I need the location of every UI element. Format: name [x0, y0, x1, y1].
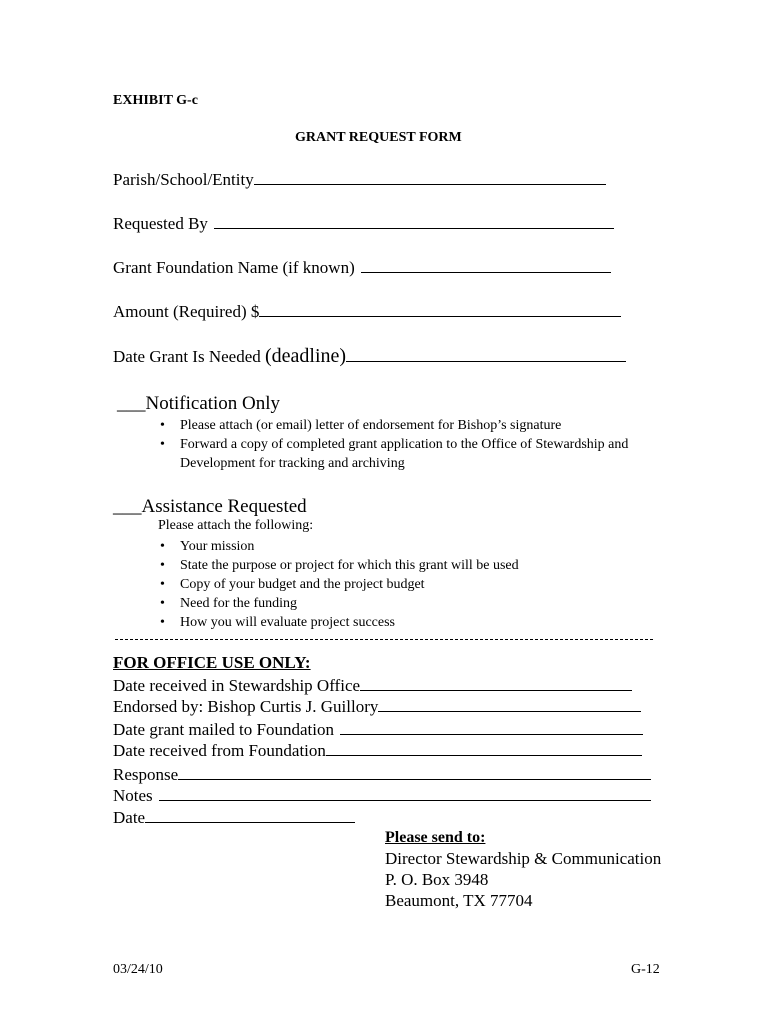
list-item: • Forward a copy of completed grant application to the Office of Stewardship and Development for tracking and archiving: [158, 435, 658, 473]
foundation-name-input-line[interactable]: [361, 271, 611, 273]
office-field-date-received-stewardship: [113, 676, 632, 696]
office-field-notes: [113, 786, 651, 806]
parish-input-line[interactable]: [254, 183, 606, 185]
office-field-response: [113, 765, 651, 785]
field-amount: [113, 302, 621, 322]
amount-input-line[interactable]: [259, 315, 621, 317]
field-label: Requested By: [113, 214, 208, 233]
send-to-heading: Please send to:: [385, 829, 486, 846]
office-input-line[interactable]: [159, 799, 651, 801]
office-input-line[interactable]: [340, 733, 643, 735]
office-input-line[interactable]: [378, 710, 641, 712]
field-label: Response: [113, 765, 179, 784]
list-item: • How you will evaluate project success: [158, 613, 678, 632]
list-item: • Your mission: [158, 537, 678, 556]
field-label: Endorsed by: Bishop Curtis J. Guillory: [113, 697, 379, 716]
notification-checkbox-blank[interactable]: ___: [117, 393, 146, 414]
exhibit-label: EXHIBIT G-c: [113, 93, 198, 108]
list-item: • Please attach (or email) letter of endorsement for Bishop’s signature: [158, 416, 658, 435]
field-label: Date grant mailed to Foundation: [113, 720, 334, 739]
footer-page-number: G-12: [631, 962, 660, 977]
office-field-date-received-foundation: [113, 741, 642, 761]
assistance-checkbox-blank[interactable]: ___: [113, 496, 142, 517]
send-to-line: Beaumont, TX 77704: [385, 891, 533, 910]
field-label: Date received in Stewardship Office: [113, 676, 361, 695]
office-field-date-mailed: [113, 720, 643, 740]
office-input-line[interactable]: [178, 778, 651, 780]
office-field-endorsed-by: [113, 697, 641, 717]
office-input-line[interactable]: [360, 689, 632, 691]
field-label: Grant Foundation Name (if known): [113, 258, 355, 277]
requested-by-input-line[interactable]: [214, 227, 614, 229]
field-date-needed: [113, 345, 626, 368]
notification-list: [158, 416, 658, 473]
dashed-divider: [115, 639, 653, 640]
assistance-list: [158, 537, 678, 632]
form-title: GRANT REQUEST FORM: [295, 130, 462, 145]
field-requested-by: [113, 214, 614, 234]
field-parish: [113, 170, 606, 190]
assistance-heading: [113, 496, 307, 518]
office-field-date: [113, 808, 355, 828]
list-item: • Copy of your budget and the project budget: [158, 575, 678, 594]
list-item: • Need for the funding: [158, 594, 678, 613]
date-needed-input-line[interactable]: [346, 360, 626, 362]
office-input-line[interactable]: [326, 754, 642, 756]
assistance-heading-label: Assistance Requested: [141, 496, 307, 517]
field-label: Date received from Foundation: [113, 741, 326, 760]
assistance-intro: Please attach the following:: [158, 518, 314, 533]
field-label: Date: [113, 808, 146, 827]
office-input-line[interactable]: [145, 821, 355, 823]
notification-heading: [117, 393, 280, 415]
send-to-line: P. O. Box 3948: [385, 870, 489, 889]
field-label: Date Grant Is Needed: [113, 347, 261, 366]
field-label: Amount (Required) $: [113, 302, 260, 321]
footer-date: 03/24/10: [113, 962, 163, 977]
deadline-label: (deadline): [265, 345, 347, 367]
list-item: • State the purpose or project for which this grant will be used: [158, 556, 678, 575]
notification-heading-label: Notification Only: [145, 393, 281, 414]
field-label: Notes: [113, 786, 153, 805]
office-use-heading: FOR OFFICE USE ONLY:: [113, 653, 311, 672]
field-label: Parish/School/Entity: [113, 170, 254, 189]
send-to-line: Director Stewardship & Communication: [385, 849, 662, 868]
field-foundation-name: [113, 258, 611, 278]
